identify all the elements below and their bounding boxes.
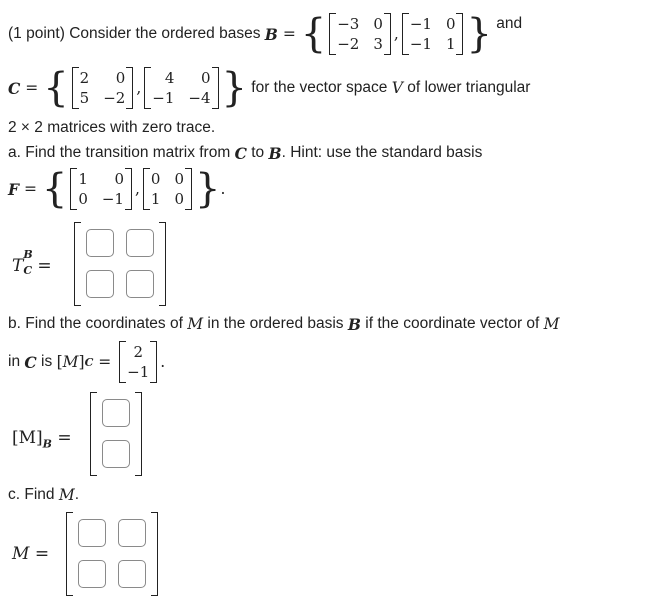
m11-input[interactable] bbox=[78, 519, 106, 547]
points-text: (1 point) bbox=[8, 25, 65, 42]
mb1-input[interactable] bbox=[102, 399, 130, 427]
M-label: M = bbox=[12, 544, 50, 564]
basis-F-symbol: F bbox=[8, 179, 20, 199]
t11-input[interactable] bbox=[86, 229, 114, 257]
basis-C-matrix-1: 2 0 5 −2 bbox=[72, 67, 134, 109]
t21-input[interactable] bbox=[86, 270, 114, 298]
space-text: for the vector space bbox=[251, 79, 388, 96]
coord-B-input bbox=[90, 392, 142, 476]
transition-matrix-input bbox=[74, 222, 166, 306]
hint-text: . Hint: use the standard basis bbox=[281, 144, 483, 161]
mb2-input[interactable] bbox=[102, 440, 130, 468]
part-c-text: c. Find bbox=[8, 486, 55, 503]
part-a-text: a. Find the transition matrix from bbox=[8, 144, 231, 161]
basis-F-matrix-2: 0 0 1 0 bbox=[143, 168, 192, 210]
part-c-line: c. Find M . bbox=[8, 486, 80, 504]
coord-vector-line: in C is [ M ] C = 2 −1 . bbox=[8, 343, 166, 381]
part-b-line: b. Find the coordinates of M in the ordered basis B if the coordinate vector of M bbox=[8, 314, 560, 334]
basis-B-matrix-2: −1 0 −1 1 bbox=[402, 13, 464, 55]
m21-input[interactable] bbox=[78, 560, 106, 588]
M-input bbox=[66, 512, 158, 596]
matrices-line bbox=[8, 118, 215, 138]
intro-text: Consider the ordered bases bbox=[69, 25, 261, 42]
intro-line: (1 point) Consider the ordered bases B = { −3 0 −2 3 , −1 0 −1 1 } and bbox=[8, 11, 523, 57]
coord-vector-C: 2 −1 bbox=[119, 341, 157, 383]
basis-F-line: F = { 1 0 0 −1 , 0 0 1 0 } . bbox=[8, 166, 226, 212]
part-b-text: b. Find the coordinates of bbox=[8, 315, 183, 332]
basis-C-matrix-2: 4 0 −1 −4 bbox=[144, 67, 218, 109]
coord-B-label: $[M]_B$ = bbox=[12, 428, 72, 451]
matrices-text: matrices with zero trace. bbox=[47, 119, 216, 136]
vector-space-symbol: V bbox=[391, 79, 403, 97]
basis-F-matrix-1: 1 0 0 −1 bbox=[70, 168, 132, 210]
space-text-2: of lower triangular bbox=[407, 79, 531, 96]
t12-input[interactable] bbox=[126, 229, 154, 257]
basis-C-line: C = { 2 0 5 −2 , 4 0 −1 −4 } for the vector space V of lower triangular bbox=[8, 65, 531, 111]
m12-input[interactable] bbox=[118, 519, 146, 547]
transition-matrix-label: T B C = bbox=[12, 248, 52, 277]
basis-B-symbol: B bbox=[264, 24, 278, 44]
dimension-text: 2 × 2 bbox=[8, 119, 43, 136]
t22-input[interactable] bbox=[126, 270, 154, 298]
basis-C-symbol: C bbox=[8, 78, 21, 98]
part-a-line: a. Find the transition matrix from C to B . Hint: use the standard basis bbox=[8, 143, 483, 163]
and-text: and bbox=[496, 15, 523, 32]
m22-input[interactable] bbox=[118, 560, 146, 588]
basis-B-matrix-1: −3 0 −2 3 bbox=[329, 13, 391, 55]
